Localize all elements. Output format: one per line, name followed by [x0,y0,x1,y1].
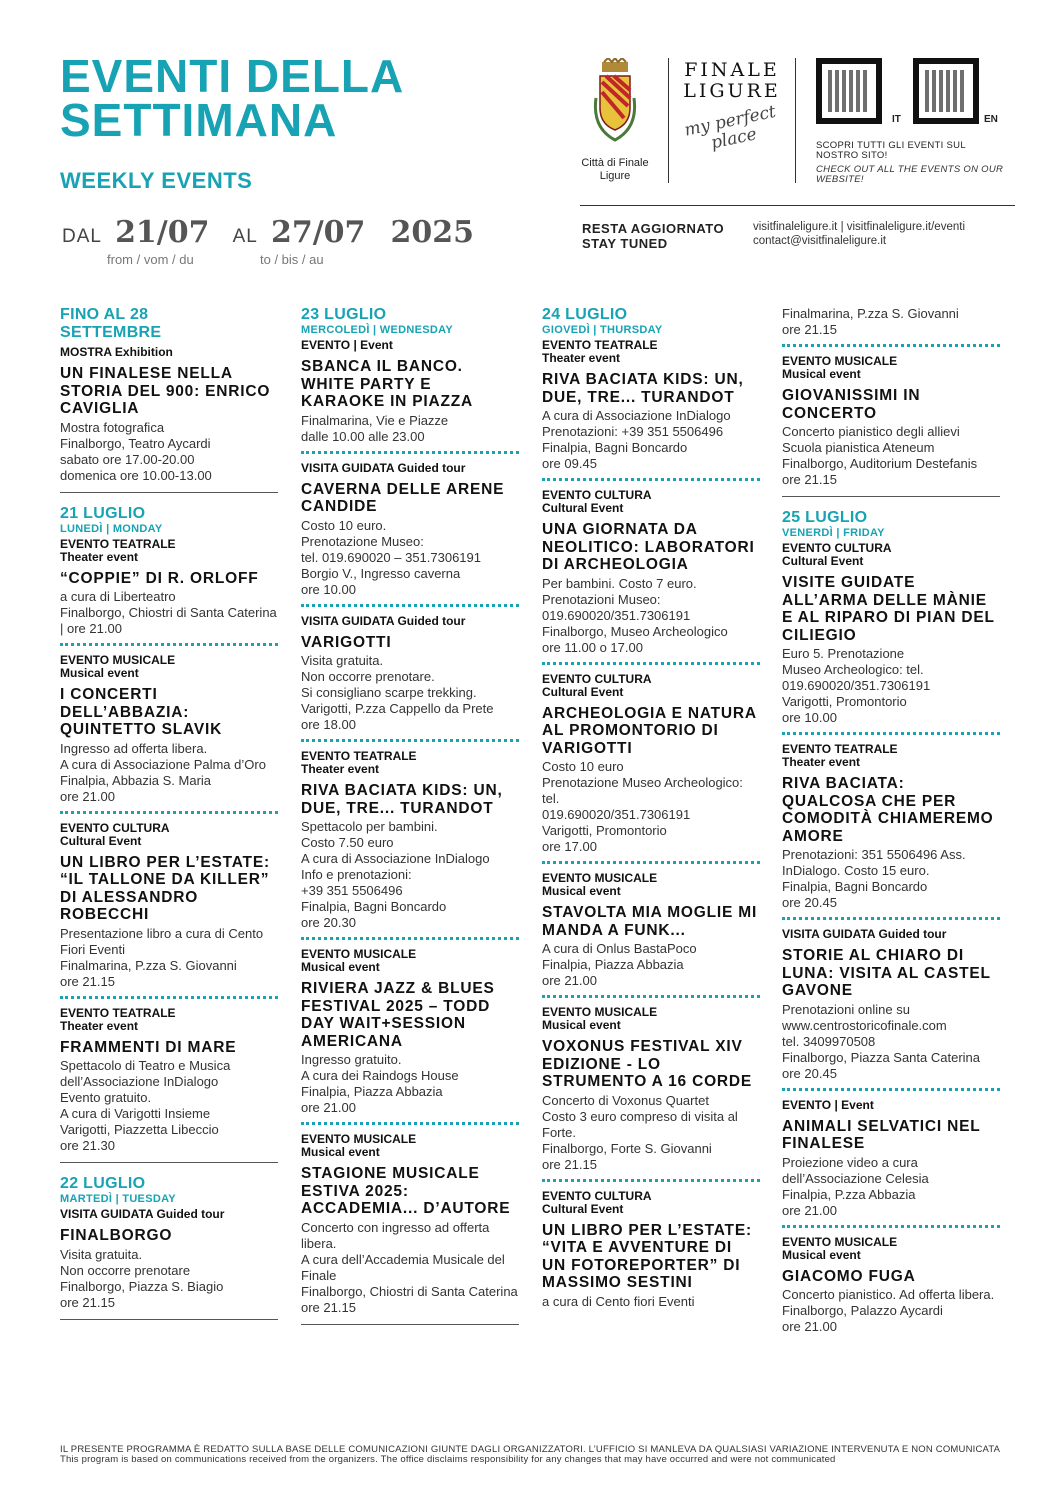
event-category: EVENTO MUSICALE Musical event [782,1234,898,1262]
website-links[interactable]: visitfinaleligure.it | visitfinaleligure.it/eventi [753,221,965,233]
event-title: GIOVANISSIMI IN CONCERTO [782,387,921,422]
event-category: EVENTO | Event [782,1097,874,1112]
stay-it: RESTA AGGIORNATO [582,221,725,236]
event-category: EVENTO CULTURA Cultural Event [542,488,652,515]
page-subtitle: WEEKLY EVENTS [60,168,253,193]
qr-en-label: EN [984,114,998,125]
brand-name: FINALE LIGURE [683,59,781,102]
event-category: EVENTO TEATRALE Theater event [60,1005,176,1033]
event-title: GIACOMO FUGA [782,1267,916,1285]
event-details: Ingresso ad offerta libera. A cura di Associazione Palma d’Oro Finalpia, Abbazia S. Maria ore 21.00 [60,740,266,804]
event-details: Concerto pianistico degli allievi Scuola pianistica Ateneum Finalborgo, Auditorium Destefanis ore 21.15 [782,424,978,487]
event-title: FRAMMENTI DI MARE [60,1038,237,1056]
dotted-divider [301,1122,519,1125]
dotted-divider [542,662,760,665]
qr-code-it-icon[interactable] [816,58,882,124]
divider [782,496,1000,497]
crest-icon [590,58,640,148]
to-sub-label: to / bis / au [260,252,324,267]
event-title: UN FINALESE NELLA STORIA DEL 900: ENRICO CAVIGLIA [60,365,271,417]
disclaimer-en: This program is based on communications received from the organizers. The office disclaims responsibility for any changes that may have occurred and were not communicated [60,1454,836,1465]
from-sub-label: from / vom / du [107,252,194,267]
event-category: VISITA GUIDATA Guided tour [301,460,466,475]
dotted-divider [542,1179,760,1182]
event-title: VARIGOTTI [301,633,392,651]
dotted-divider [782,1225,1000,1228]
contacts [753,220,965,248]
date-heading: FINO AL 28 SETTEMBRE [60,306,162,341]
event-details: Prenotazioni: 351 5506496 Ass. InDialogo. Costo 15 euro. Finalpia, Bagni Boncardo ore 20.45 [782,847,966,910]
event-details: Spettacolo di Teatro e Musica dell’Associazione InDialogo Evento gratuito. A cura di Varigotti Insieme Varigotti, Piazzetta Libeccio ore 21.30 [60,1058,231,1153]
event-category: MOSTRA Exhibition [60,345,173,359]
event-title: UN LIBRO PER L’ESTATE: “VITA E AVVENTURE DI UN FOTOREPORTER” DI MASSIMO SESTINI [542,1221,752,1291]
column-3 [542,306,760,1310]
event-title: RIVA BACIATA: QUALCOSA CHE PER COMODITÀ CHIAMEREMO AMORE [782,775,994,845]
event-category: VISITA GUIDATA Guided tour [60,1207,225,1221]
event-title: STAGIONE MUSICALE ESTIVA 2025: ACCADEMIA... D’AUTORE [301,1165,511,1217]
event-details: A cura di Onlus BastaPoco Finalpia, Piazza Abbazia ore 21.00 [542,941,697,988]
dotted-divider [782,917,1000,920]
dotted-divider [301,739,519,742]
stay-en: STAY TUNED [582,236,668,251]
dotted-divider [782,344,1000,347]
from-label: DAL [62,226,102,247]
event-details: a cura di Liberteatro Finalborgo, Chiostri di Santa Caterina | ore 21.00 [60,589,277,636]
day-heading: MERCOLEDÌ | WEDNESDAY [301,324,453,336]
header-divider [580,205,1015,206]
dotted-divider [542,861,760,864]
event-details: Prenotazioni online su www.centrostoricofinale.com tel. 3409970508 Finalborgo, Piazza Santa Caterina ore 20.45 [782,1001,981,1081]
disclaimer-it: IL PRESENTE PROGRAMMA È REDATTO SULLA BASE DELLE COMUNICAZIONI GIUNTE DAGLI ORGANIZZATORI. L’UFFICIO SI MANLEVA DA QUALSIASI VARIAZIONE INTERVENUTA E NON COMUNICATA [60,1444,1001,1455]
event-title: UNA GIORNATA DA NEOLITICO: LABORATORI DI ARCHEOLOGIA [542,521,755,573]
event-title: ARCHEOLOGIA E NATURA AL PROMONTORIO DI VARIGOTTI [542,704,757,757]
event-details: Costo 10 euro. Prenotazione Museo: tel. 019.690020 – 351.7306191 Borgio V., Ingresso caverna ore 10.00 [301,517,482,597]
event-title: I CONCERTI DELL’ABBAZIA: QUINTETTO SLAVIK [60,686,223,738]
event-category: EVENTO CULTURA Cultural Event [542,671,652,699]
event-title: UN LIBRO PER L’ESTATE: “IL TALLONE DA KILLER” DI ALESSANDRO ROBECCHI [60,853,270,923]
event-details: Ingresso gratuito. A cura dei Raindogs House Finalpia, Piazza Abbazia ore 21.00 [301,1052,459,1115]
day-heading: MARTEDÌ | TUESDAY [60,1193,176,1205]
event-details: Concerto di Voxonus Quartet Costo 3 euro compreso di visita al Forte. Finalborgo, Forte S. Giovanni ore 21.15 [542,1092,738,1172]
event-title: FINALBORGO [60,1227,173,1244]
event-category: EVENTO MUSICALE Musical event [60,653,176,680]
disclaimer [60,1445,1000,1465]
event-details: Concerto pianistico. Ad offerta libera. Finalborgo, Palazzo Aycardi ore 21.00 [782,1287,995,1334]
event-title: RIVA BACIATA KIDS: UN, DUE, TRE... TURANDOT [542,371,744,406]
event-category: EVENTO MUSICALE Musical event [782,354,898,381]
event-details: Visita gratuita. Non occorre prenotare Finalborgo, Piazza S. Biagio ore 21.15 [60,1246,224,1310]
event-details: Costo 10 euro Prenotazione Museo Archeologico: tel. 019.690020/351.7306191 Varigotti, Promontorio ore 17.00 [542,759,743,854]
event-title: SBANCA IL BANCO. WHITE PARTY E KARAOKE IN PIAZZA [301,358,474,410]
event-category: EVENTO MUSICALE Musical event [542,1005,658,1032]
event-details: Concerto con ingresso ad offerta libera. A cura dell’Accademia Musicale del Finale Finalborgo, Chiostri di Santa Caterina ore 21.15 [301,1219,518,1315]
column-2 [301,306,519,1337]
event-details: A cura di Associazione InDialogo Prenotazioni: +39 351 5506496 Finalpia, Bagni Boncardo ore 09.45 [542,408,731,471]
brand-logo [668,58,796,183]
event-category: EVENTO CULTURA Cultural Event [782,541,892,568]
date-heading: 24 LUGLIO [542,306,628,323]
dotted-divider [782,1088,1000,1091]
dotted-divider [542,478,760,481]
website-cta [816,141,1006,185]
divider [60,1319,278,1320]
column-1 [60,306,278,1332]
to-date: 27/07 [270,215,366,250]
year: 2025 [390,215,474,250]
event-details: Visita gratuita. Non occorre prenotare. Si consigliano scarpe trekking. Varigotti, P.zza Cappello da Prete ore 18.00 [301,653,494,732]
stay-tuned [582,221,724,251]
qr-code-en-icon[interactable] [913,58,979,124]
dotted-divider [782,732,1000,735]
divider [301,1324,519,1325]
divider [60,492,278,493]
event-category: EVENTO MUSICALE Musical event [301,947,417,974]
date-heading: 25 LUGLIO [782,509,868,526]
dotted-divider [60,811,278,814]
day-heading: LUNEDÌ | MONDAY [60,522,163,535]
event-details: Mostra fotografica Finalborgo, Teatro Aycardi sabato ore 17.00-20.00 domenica ore 10.00-13.00 [60,419,212,483]
website-cta-it: SCOPRI TUTTI GLI EVENTI SUL NOSTRO SITO! [816,140,966,161]
event-category: EVENTO TEATRALE Theater event [301,749,417,776]
date-heading: 21 LUGLIO [60,504,146,522]
event-details: Presentazione libro a cura di Cento Fiori Eventi Finalmarina, P.zza S. Giovanni ore 21.15 [60,925,264,989]
event-title: STORIE AL CHIARO DI LUNA: VISITA AL CASTEL GAVONE [782,947,991,999]
day-heading: GIOVEDÌ | THURSDAY [542,324,663,336]
dotted-divider [60,643,278,646]
dotted-divider [60,996,278,999]
divider [60,1162,278,1163]
event-details: Proiezione video a cura dell’Associazione Celesia Finalpia, P.zza Abbazia ore 21.00 [782,1154,929,1218]
date-range [62,215,474,250]
event-title: RIVA BACIATA KIDS: UN, DUE, TRE... TURANDOT [301,782,503,817]
event-category: EVENTO MUSICALE Musical event [301,1132,417,1159]
event-details: Spettacolo per bambini. Costo 7.50 euro A cura di Associazione InDialogo Info e prenotazioni: +39 351 5506496 Finalpia, Bagni Boncardo ore 20.30 [301,819,490,930]
event-category: EVENTO MUSICALE Musical event [542,871,658,898]
event-category: EVENTO | Event [301,338,393,352]
event-details: a cura di Cento fiori Eventi [542,1293,695,1309]
event-title: VISITE GUIDATE ALL’ARMA DELLE MÀNIE E AL RIPARO DI PIAN DEL CILIEGIO [782,574,995,644]
event-category: EVENTO TEATRALE Theater event [782,742,898,769]
crest-caption: Città di Finale Ligure [581,157,649,182]
event-title: RIVIERA JAZZ & BLUES FESTIVAL 2025 – TODD DAY WAIT+SESSION AMERICANA [301,980,495,1050]
event-category: EVENTO TEATRALE Theater event [542,338,658,365]
to-label: AL [232,226,258,247]
event-category: VISITA GUIDATA Guided tour [782,927,947,941]
event-details: Euro 5. Prenotazione Museo Archeologico: tel. 019.690020/351.7306191 Varigotti, Promontorio ore 10.00 [782,646,931,725]
event-title: “COPPIE” DI R. ORLOFF [60,569,259,587]
date-heading: 23 LUGLIO [301,306,387,323]
event-title: CAVERNA DELLE ARENE CANDIDE [301,480,505,515]
event-title: VOXONUS FESTIVAL XIV EDIZIONE - LO STRUMENTO A 16 CORDE [542,1038,753,1090]
city-crest [580,58,650,183]
date-heading: 22 LUGLIO [60,1175,146,1192]
event-details: Per bambini. Costo 7 euro. Prenotazioni Museo: 019.690020/351.7306191 Finalborgo, Museo Archeologico ore 11.00 o 17.00 [542,575,728,655]
column-4 [782,306,1000,1335]
day-heading: VENERDÌ | FRIDAY [782,527,885,539]
page-title: EVENTI DELLA SETTIMANA [60,50,403,146]
dotted-divider [301,604,519,607]
qr-it-label: IT [892,114,901,125]
brand-tagline: my perfect place [682,101,778,154]
event-title: ANIMALI SELVATICI NEL FINALESE [782,1117,981,1152]
event-category: EVENTO CULTURA Cultural Event [60,820,170,848]
event-category: EVENTO CULTURA Cultural Event [542,1188,652,1216]
dotted-divider [301,937,519,940]
event-title: STAVOLTA MIA MOGLIE MI MANDA A FUNK... [542,904,758,939]
from-date: 21/07 [115,215,210,250]
event-details: Finalmarina, Vie e Piazze dalle 10.00 alle 23.00 [301,412,449,444]
event-category: EVENTO TEATRALE Theater event [60,536,176,564]
website-cta-en: CHECK OUT ALL THE EVENTS ON OUR WEBSITE! [816,164,1004,185]
event-details-continued: Finalmarina, P.zza S. Giovanni ore 21.15 [782,306,959,337]
event-category: VISITA GUIDATA Guided tour [301,613,466,628]
contact-email[interactable]: contact@visitfinaleligure.it [753,235,887,247]
dotted-divider [301,451,519,454]
dotted-divider [542,995,760,998]
